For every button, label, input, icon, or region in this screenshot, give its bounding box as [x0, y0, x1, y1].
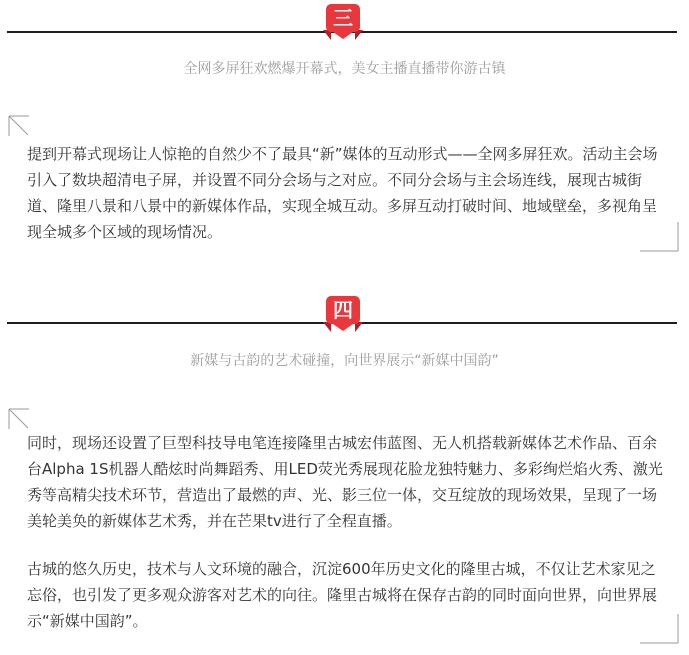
section-number: 三 [333, 6, 353, 30]
section-number: 四 [333, 298, 353, 322]
section-number-badge [321, 296, 365, 336]
corner-bracket-icon [640, 614, 680, 644]
corner-bracket-icon [8, 408, 30, 430]
section-paragraph: 提到开幕式现场让人惊艳的自然少不了最具“新”媒体的互动形式——全网多屏狂欢。活动主会场引入了数块超清电子屏，并设置不同分会场与之对应。不同分会场与主会场连线，展现古城街道、隆里八景和八景中的新媒体作品，实现全城互动。多屏互动打破时间、地域壁垒，多视角呈现全城多个区域的现场情况。 [27, 145, 658, 241]
section-paragraph: 古城的悠久历史，技术与人文环境的融合，沉淀600年历史文化的隆里古城，不仅让艺术家见之忘俗，也引发了更多观众游客对艺术的向往。隆里古城将在保存古韵的同时面向世界，向世界展示“新媒中国韵”。 [27, 560, 658, 630]
corner-bracket-icon [8, 115, 30, 137]
corner-bracket-icon [640, 222, 680, 252]
section-paragraph: 同时，现场还设置了巨型科技导电笔连接隆里古城宏伟蓝图、无人机搭载新媒体艺术作品、百余台Alpha 1S机器人酷炫时尚舞蹈秀、用LED荧光秀展现花脸龙独特魅力、多彩绚烂焰火秀、激光秀等高精尖技术环节，营造出了最燃的声、光、影三位一体，交互绽放的现场效果，呈现了一场美轮美奂的新媒体艺术秀，并在芒果tv进行了全程直播。 [27, 434, 663, 530]
section-subtitle: 新媒与古韵的艺术碰撞，向世界展示“新媒中国韵” [190, 353, 499, 369]
section-number-badge [321, 4, 365, 44]
section-subtitle: 全网多屏狂欢燃爆开幕式，美女主播直播带你游古镇 [183, 61, 506, 77]
